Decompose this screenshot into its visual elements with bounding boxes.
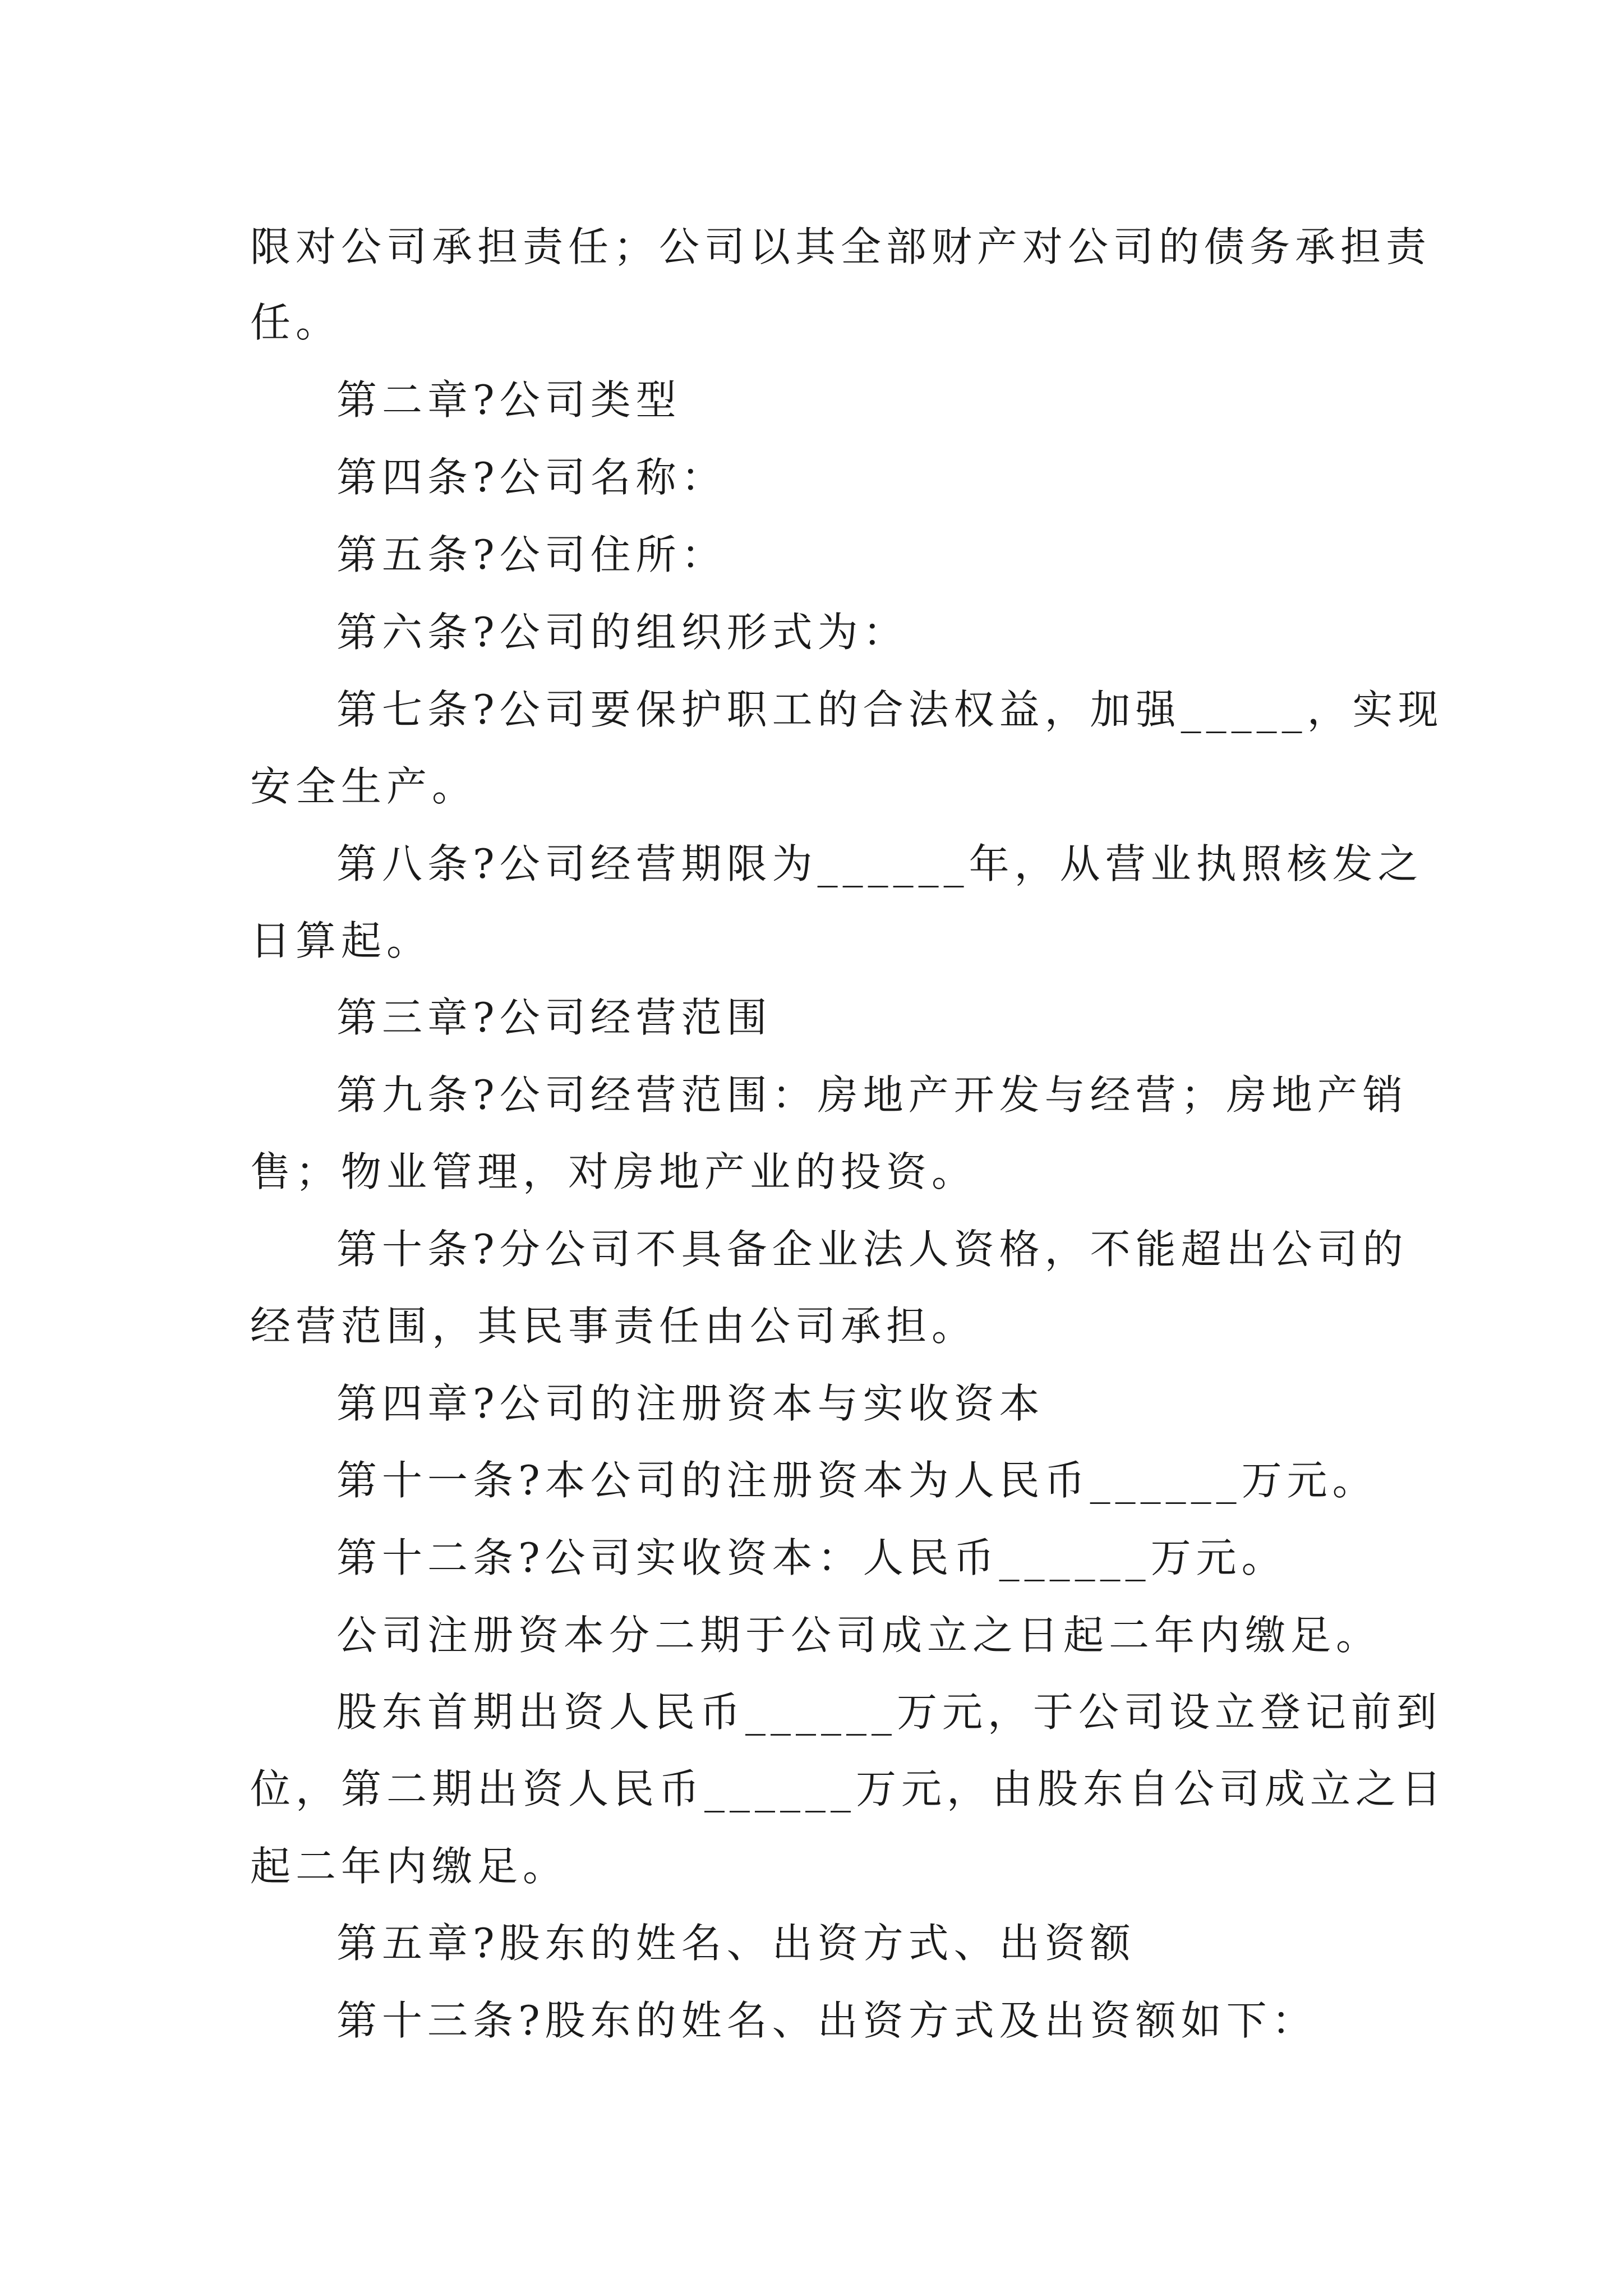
article-line: 第十二条?公司实收资本：人民币______万元。 <box>336 1534 1287 1581</box>
text-line: 日算起。 <box>250 917 432 964</box>
chapter-heading: 第四章?公司的注册资本与实收资本 <box>336 1380 1045 1427</box>
text-line: 经营范围，其民事责任由公司承担。 <box>250 1303 978 1350</box>
article-line: 第十一条?本公司的注册资本为人民币______万元。 <box>336 1457 1378 1504</box>
paragraph-line: 股东首期出资人民币______万元，于公司设立登记前到 <box>336 1688 1442 1736</box>
article-line: 第十三条?股东的姓名、出资方式及出资额如下： <box>336 1997 1317 2044</box>
text-line: 安全生产。 <box>250 763 478 810</box>
article-line: 第十条?分公司不具备企业法人资格，不能超出公司的 <box>336 1226 1408 1273</box>
article-line: 第七条?公司要保护职工的合法权益，加强_____，实现 <box>336 686 1444 733</box>
article-line: 第五条?公司住所： <box>336 531 727 578</box>
text-line: 起二年内缴足。 <box>250 1843 569 1890</box>
article-line: 第九条?公司经营范围：房地产开发与经营；房地产销 <box>336 1071 1408 1119</box>
text-line: 任。 <box>250 299 342 346</box>
article-line: 第八条?公司经营期限为______年，从营业执照核发之 <box>336 840 1423 887</box>
article-line: 第六条?公司的组织形式为： <box>336 609 909 656</box>
text-line: 售；物业管理，对房地产业的投资。 <box>250 1148 978 1195</box>
chapter-heading: 第三章?公司经营范围 <box>336 994 772 1041</box>
text-line: 位，第二期出资人民币______万元，由股东自公司成立之日 <box>250 1765 1447 1812</box>
article-line: 第四条?公司名称： <box>336 454 727 501</box>
paragraph-line: 公司注册资本分二期于公司成立之日起二年内缴足。 <box>336 1612 1382 1659</box>
chapter-heading: 第二章?公司类型 <box>336 376 681 424</box>
chapter-heading: 第五章?股东的姓名、出资方式、出资额 <box>336 1920 1136 1967</box>
text-line: 限对公司承担责任；公司以其全部财产对公司的债务承担责 <box>250 223 1432 270</box>
